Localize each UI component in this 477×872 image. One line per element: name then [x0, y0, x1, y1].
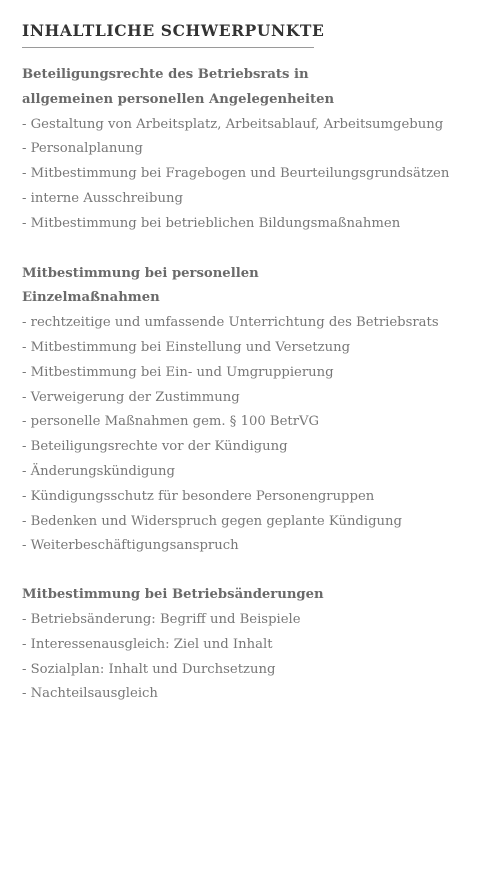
list-item: - Änderungskündigung: [22, 463, 175, 479]
list-item: - Personalplanung: [22, 141, 143, 157]
section-title: Mitbestimmung bei personellen: [22, 265, 259, 281]
section-personelle-einzelmassnahmen: [22, 262, 472, 560]
list-item: - Beteiligungsrechte vor der Kündigung: [22, 439, 288, 455]
section-title: Mitbestimmung bei Betriebsänderungen: [22, 587, 324, 603]
content-block: [22, 20, 472, 707]
section-allgemeine-angelegenheiten: [22, 63, 472, 237]
list-item: - Mitbestimmung bei betrieblichen Bildungsmaßnahmen: [22, 215, 401, 231]
heading-underline: [22, 47, 314, 48]
list-item: - Verweigerung der Zustimmung: [22, 389, 240, 405]
section-betriebsaenderungen: [22, 583, 472, 707]
list-item: - personelle Maßnahmen gem. § 100 BetrVG: [22, 414, 320, 430]
section-title: Beteiligungsrechte des Betriebsrats in: [22, 67, 309, 82]
list-item: - Weiterbeschäftigungsanspruch: [22, 538, 239, 554]
list-item: - Betriebsänderung: Begriff und Beispiele: [22, 611, 301, 627]
section-title: Einzelmaßnahmen: [22, 290, 160, 306]
list-item: - Bedenken und Widerspruch gegen geplante Kündigung: [22, 513, 402, 529]
list-item: - Gestaltung von Arbeitsplatz, Arbeitsablauf, Arbeitsumgebung: [22, 116, 444, 132]
list-item: - Kündigungsschutz für besondere Personengruppen: [22, 488, 375, 504]
list-item: - Nachteilsausgleich: [22, 686, 158, 702]
list-item: - Mitbestimmung bei Fragebogen und Beurteilungsgrundsätzen: [22, 166, 450, 182]
list-item: - Sozialplan: Inhalt und Durchsetzung: [22, 661, 276, 677]
list-item: - interne Ausschreibung: [22, 190, 183, 206]
section-heading: INHALTLICHE SCHWERPUNKTE: [22, 21, 325, 40]
list-item: - Mitbestimmung bei Einstellung und Versetzung: [22, 339, 351, 355]
list-item: - Interessenausgleich: Ziel und Inhalt: [22, 636, 273, 652]
section-title: allgemeinen personellen Angelegenheiten: [22, 91, 335, 107]
list-item: - Mitbestimmung bei Ein- und Umgruppierung: [22, 364, 334, 380]
list-item: - rechtzeitige und umfassende Unterrichtung des Betriebsrats: [22, 315, 439, 331]
